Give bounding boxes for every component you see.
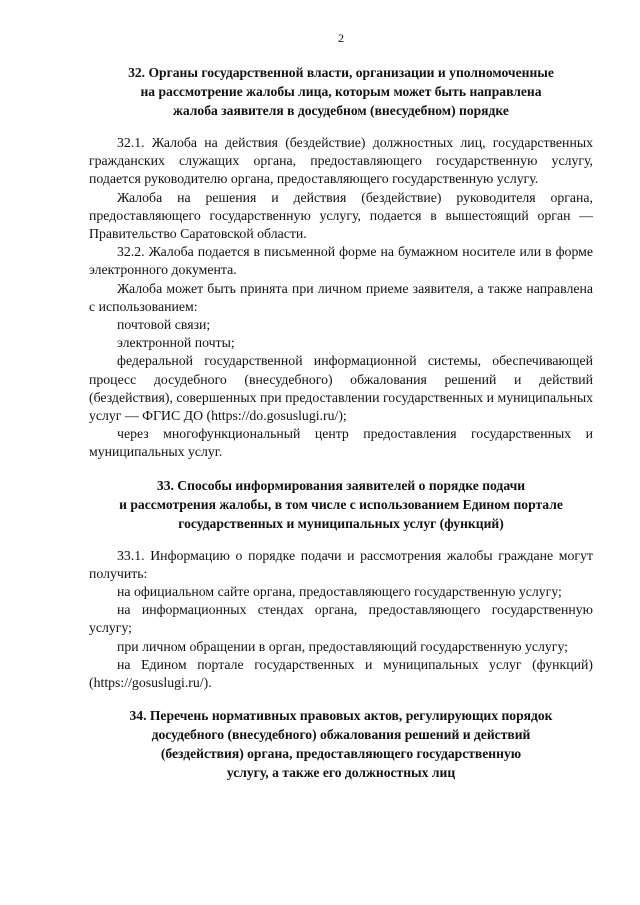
section-title-line: 33. Способы информирования заявителей о порядке подачи bbox=[156, 477, 526, 493]
list-item: федеральной государственной информационной системы, обеспечивающей процесс досудебного (внесудебного) обжалования решений и действий (бездействия), совершенных при предоставлении государственных и муниципальных услуг — ФГИС ДО (https://do.gosuslugi.ru/); bbox=[89, 353, 593, 424]
section-34 bbox=[89, 706, 593, 782]
paragraph: 32.1. Жалоба на действия (бездействие) должностных лиц, государственных гражданских служащих органа, предоставляющего государственную услугу, подается руководителю органа, предоставляющего государственную услугу. bbox=[89, 135, 593, 187]
paragraph: Жалоба на решения и действия (бездействие) руководителя органа, предоставляющего государственную услугу, подается в вышестоящий орган — Правительство Саратовской области. bbox=[89, 189, 593, 242]
paragraph: 33.1. Информацию о порядке подачи и рассмотрения жалобы граждане могут получить: bbox=[89, 547, 593, 581]
page-number: 2 bbox=[338, 31, 344, 45]
section-title-line: жалоба заявителя в досудебном (внесудебном) порядке bbox=[173, 103, 509, 118]
section-title-line: государственных и муниципальных услуг (функций) bbox=[178, 515, 504, 531]
list-item: при личном обращении в орган, предоставляющий государственную услугу; bbox=[117, 638, 568, 654]
list-item: через многофункциональный центр предоставления государственных и муниципальных услуг. bbox=[89, 426, 593, 460]
section-title bbox=[89, 706, 593, 782]
section-title-line: 32. Органы государственной власти, организации и уполномоченные bbox=[128, 65, 554, 80]
list-item: почтовой связи; bbox=[117, 317, 211, 333]
section-title-line: 34. Перечень нормативных правовых актов, регулирующих порядок bbox=[129, 708, 553, 724]
list-item: на информационных стендах органа, предоставляющего государственную услугу; bbox=[89, 602, 593, 636]
section-32 bbox=[89, 63, 593, 462]
paragraph: Жалоба может быть принята при личном приеме заявителя, а также направлена с использованием: bbox=[89, 280, 593, 314]
section-33 bbox=[89, 476, 593, 693]
section-title-line: на рассмотрение жалобы лица, которым может быть направлена bbox=[140, 84, 542, 99]
section-title-line: досудебного (внесудебного) обжалования решений и действий bbox=[151, 727, 531, 743]
paragraph: 32.2. Жалоба подается в письменной форме на бумажном носителе или в форме электронного документа. bbox=[89, 244, 593, 278]
section-title bbox=[89, 63, 593, 120]
section-title-line: (бездействия) органа, предоставляющего государственную bbox=[160, 746, 522, 762]
section-title-line: и рассмотрения жалобы, в том числе с использованием Едином портале bbox=[119, 496, 563, 512]
list-item: на Едином портале государственных и муниципальных услуг (функций) (https://gosuslugi.ru/). bbox=[89, 656, 593, 691]
list-item: электронной почты; bbox=[117, 335, 235, 351]
section-title-line: услугу, а также его должностных лиц bbox=[226, 765, 456, 781]
list-item: на официальном сайте органа, предоставляющего государственную услугу; bbox=[117, 584, 562, 600]
section-title bbox=[89, 476, 593, 533]
